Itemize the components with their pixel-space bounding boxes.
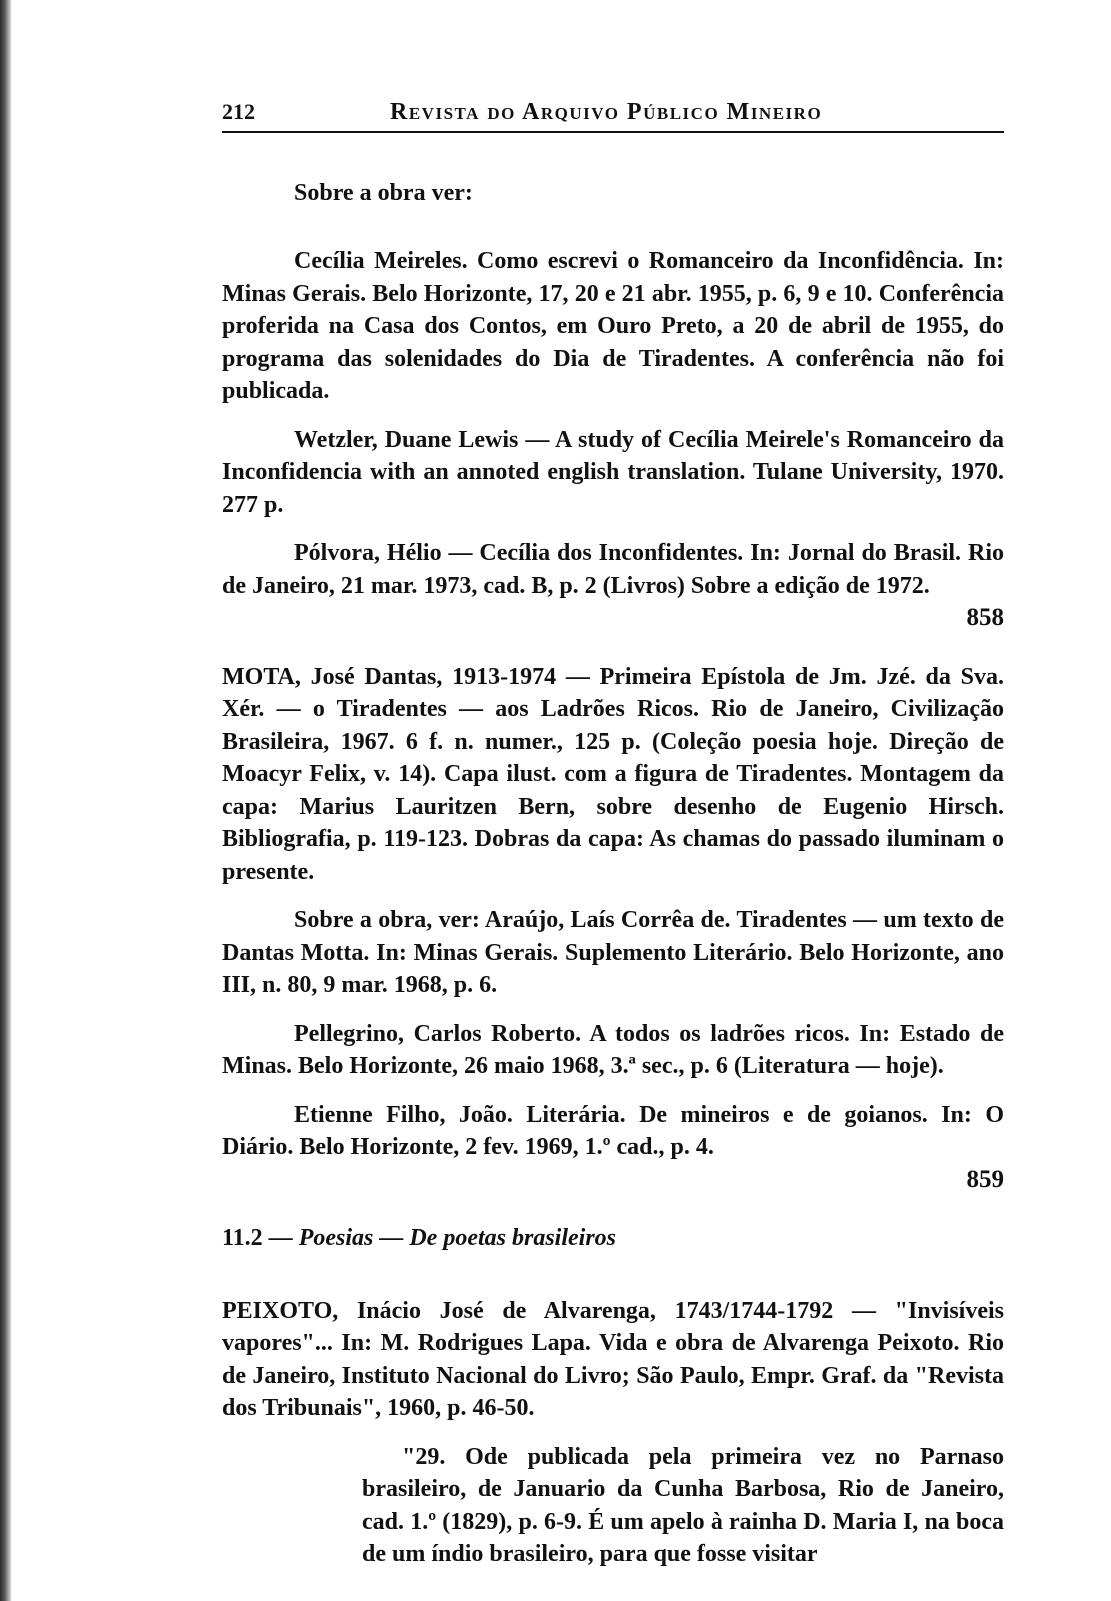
entry-mota: MOTA, José Dantas, 1913-1974 — Primeira Epístola de Jm. Jzé. da Sva. Xér. — o Tiradentes — aos Ladrões Ricos. Rio de Janeiro, Civilização Brasileira, 1967. 6 f. n. numer., 125 p. (Coleção poesia hoje. Direção de Moacyr Felix, v. 14). Capa ilust. com a figura de Tiradentes. Montagem da capa: Marius Lauritzen Bern, sobre desenho de Eugenio Hirsch. Bibliografia, p. 119-123. Dobras da capa: As chamas do passado iluminam o presente. [222, 663, 1004, 885]
entry-number-859: 859 [966, 1165, 1004, 1193]
entry-number-858: 858 [966, 604, 1004, 631]
document-page [222, 96, 1004, 1587]
section-heading [222, 1222, 1004, 1255]
section-title: Poesias — De poetas brasileiros [298, 1225, 617, 1251]
scan-edge-shadow [0, 0, 12, 1601]
reference-araujo: Sobre a obra, ver: Araújo, Laís Corrêa de. Tiradentes — um texto de Dantas Motta. In: Minas Gerais. Suplemento Literário. Belo Horizonte, ano III, n. 80, 9 mar. 1968, p. 6. [222, 907, 1004, 998]
reference-wetzler: Wetzler, Duane Lewis — A study of Cecília Meirele's Romanceiro da Inconfidencia with an annoted english translation. Tulane University, 1970. 277 p. [222, 426, 1004, 518]
see-also-heading: Sobre a obra ver: [294, 179, 473, 206]
journal-title: Revista do Arquivo Público Mineiro [390, 99, 823, 125]
page-number: 212 [222, 99, 255, 124]
entry-peixoto: PEIXOTO, Inácio José de Alvarenga, 1743/1744-1792 — "Invisíveis vapores"... In: M. Rodrigues Lapa. Vida e obra de Alvarenga Peixoto. Rio de Janeiro, Instituto Nacional do Livro; São Paulo, Empr. Graf. da "Revista dos Tribunais", 1960, p. 46-50. [222, 1297, 1004, 1421]
section-number: 11.2 — [222, 1225, 299, 1251]
reference-polvora: Pólvora, Hélio — Cecília dos Inconfidentes. In: Jornal do Brasil. Rio de Janeiro, 21 mar. 1973, cad. B, p. 2 (Livros) Sobre a edição de 1972. [222, 540, 1004, 599]
reference-etienne: Etienne Filho, João. Literária. De mineiros e de goianos. In: O Diário. Belo Horizonte, 2 fev. 1969, 1.º cad., p. 4. [222, 1101, 1004, 1160]
quoted-note: "29. Ode publicada pela primeira vez no Parnaso brasileiro, de Januario da Cunha Barbosa, Rio de Janeiro, cad. 1.º (1829), p. 6-9. É um apelo à rainha D. Maria I, na boca de um índio brasileiro, para que fosse visitar [362, 1443, 1004, 1567]
reference-pellegrino: Pellegrino, Carlos Roberto. A todos os ladrões ricos. In: Estado de Minas. Belo Horizonte, 26 maio 1968, 3.ª sec., p. 6 (Literatura — hoje). [222, 1020, 1004, 1079]
reference-meireles: Cecília Meireles. Como escrevi o Romanceiro da Inconfidência. In: Minas Gerais. Belo Horizonte, 17, 20 e 21 abr. 1955, p. 6, 9 e 10. Conferência proferida na Casa dos Contos, em Ouro Preto, a 20 de abril de 1955, do programa das solenidades do Dia de Tiradentes. A conferência não foi publicada. [222, 248, 1004, 404]
running-head [222, 96, 1004, 133]
